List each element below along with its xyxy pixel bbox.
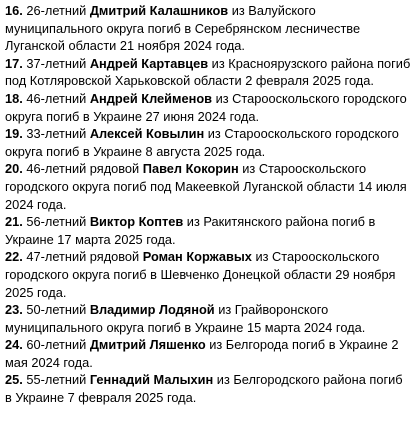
entry-age: 55-летний [26,372,87,388]
entry-name: Владимир Лодяной [89,302,215,318]
entry-details: из Белгорода погиб в Украине 2 мая 2024 года. [5,337,399,370]
list-item [5,2,411,55]
entry-name: Роман Коржавых [142,249,252,265]
entry-age: 50-летний [26,302,87,318]
entry-details: из Старооскольского городского округа погиб под Макеевкой Луганской области 14 июля 2024 года. [5,161,407,212]
list-item [5,125,411,160]
entry-details: из Ракитянского района погиб в Украине 17 марта 2025 года. [5,214,376,247]
entry-age: 56-летний [26,214,87,230]
entry-age: 37-летний [26,55,87,71]
entry-details: из Красноярузского района погиб под Котляровской Харьковской области 2 февраля 2025 года. [5,55,411,89]
list-item [5,55,411,90]
list-item [5,248,411,301]
entry-details: из Валуйского муниципального округа погиб в Серебрянском лесничестве Луганской области 21 ноября 2024 года. [5,3,361,54]
list-item [5,213,411,248]
entry-details: из Старооскольского городского округа погиб в Шевченко Донецкой области 29 ноября 2025 года. [5,249,396,300]
list-item [5,301,411,336]
entry-name: Дмитрий Калашников [89,3,229,18]
entry-number: 18. [5,90,23,106]
entry-details: из Белгородского района погиб в Украине 7 февраля 2025 года. [5,372,403,406]
entry-age: 46-летний рядовой [26,161,140,177]
entry-number: 23. [5,302,23,318]
list-item [5,90,411,125]
entry-name: Алексей Ковылин [89,126,205,142]
entry-number: 25. [5,372,23,388]
entry-number: 17. [5,55,23,71]
list-item [5,336,411,371]
entry-age: 26-летний [26,3,87,18]
entry-age: 46-летний [26,90,87,106]
entry-number: 19. [5,126,23,142]
entry-age: 33-летний [26,126,87,142]
entry-name: Андрей Клейменов [89,90,213,106]
entry-number: 24. [5,337,23,353]
entry-details: из Грайворонского муниципального округа погиб в Украине 15 марта 2024 года. [5,302,366,335]
entry-number: 22. [5,249,23,265]
entry-age: 60-летний [26,337,87,353]
entry-number: 20. [5,161,23,177]
list-item [5,160,411,213]
entry-details: из Старооскольского городского округа погиб в Украине 27 июня 2024 года. [5,90,407,124]
entry-number: 16. [5,3,23,18]
entry-age: 47-летний рядовой [26,249,140,265]
list-item [5,371,411,406]
entry-details: из Старооскольского городского округа погиб в Украине 8 августа 2025 года. [5,126,399,159]
entry-name: Андрей Картавцев [89,55,209,71]
entry-name: Дмитрий Ляшенко [89,337,206,353]
entry-name: Геннадий Малыхин [89,372,214,388]
entry-number: 21. [5,214,23,230]
entry-name: Виктор Коптев [89,214,184,230]
entry-name: Павел Кокорин [142,161,239,177]
